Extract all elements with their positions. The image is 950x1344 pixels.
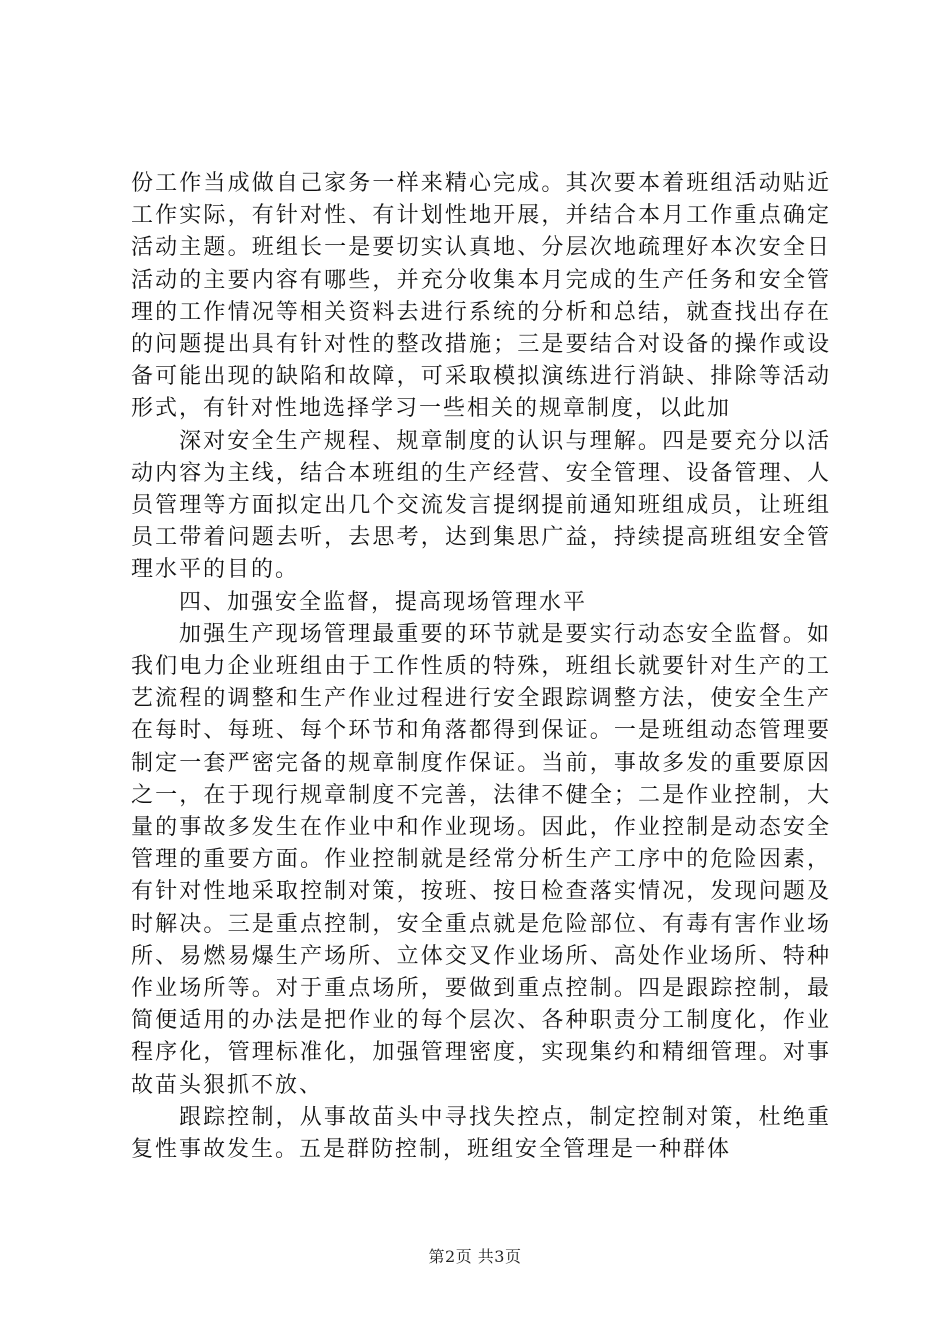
section-heading: 四、加强安全监督，提高现场管理水平 bbox=[179, 589, 588, 615]
paragraph: 加强生产现场管理最重要的环节就是要实行动态安全监督。如我们电力企业班组由于工作性质的特殊，班组长就要针对生产的工艺流程的调整和生产作业过程进行安全跟踪调整方法，使安全生产在每时、每班、每个环节和角落都得到保证。一是班组动态管理要制定一套严密完备的规章制度作保证。当前，事故多发的重要原因之一，在于现行规章制度不完善，法律不健全；二是作业控制，大量的事故多发生在作业中和作业现场。因此，作业控制是动态安全管理的重要方面。作业控制就是经常分析生产工序中的危险因素，有针对性地采取控制对策，按班、按日检查落实情况，发现问题及时解决。三是重点控制，安全重点就是危险部位、有毒有害作业场所、易燃易爆生产场所、立体交叉作业场所、高处作业场所、特种作业场所等。对于重点场所，要做到重点控制。四是跟踪控制，最简便适用的办法是把作业的每个层次、各种职责分工制度化，作业程序化，管理标准化，加强管理密度，实现集约和精细管理。对事故苗头狠抓不放、 bbox=[131, 621, 831, 1098]
page-number-footer: 第2页 共3页 bbox=[428, 1247, 522, 1266]
paragraph-continuation: 份工作当成做自己家务一样来精心完成。其次要本着班组活动贴近工作实际，有针对性、有计划性地开展，并结合本月工作重点确定活动主题。班组长一是要切实认真地、分层次地疏理好本次安全日活动的主要内容有哪些，并充分收集本月完成的生产任务和安全管理的工作情况等相关资料去进行系统的分析和总结，就查找出存在的问题提出具有针对性的整改措施；三是要结合对设备的操作或设备可能出现的缺陷和故障，可采取模拟演练进行消缺、排除等活动形式，有针对性地选择学习一些相关的规章制度，以此加 bbox=[131, 171, 831, 422]
paragraph: 跟踪控制，从事故苗头中寻找失控点，制定控制对策，杜绝重复性事故发生。五是群防控制，班组安全管理是一种群体 bbox=[131, 1104, 831, 1163]
document-body bbox=[131, 168, 831, 1166]
paragraph: 深对安全生产规程、规章制度的认识与理解。四是要充分以活动内容为主线，结合本班组的生产经营、安全管理、设备管理、人员管理等方面拟定出几个交流发言提纲提前通知班组成员，让班组员工带着问题去听，去思考，达到集思广益，持续提高班组安全管理水平的目的。 bbox=[131, 428, 831, 583]
